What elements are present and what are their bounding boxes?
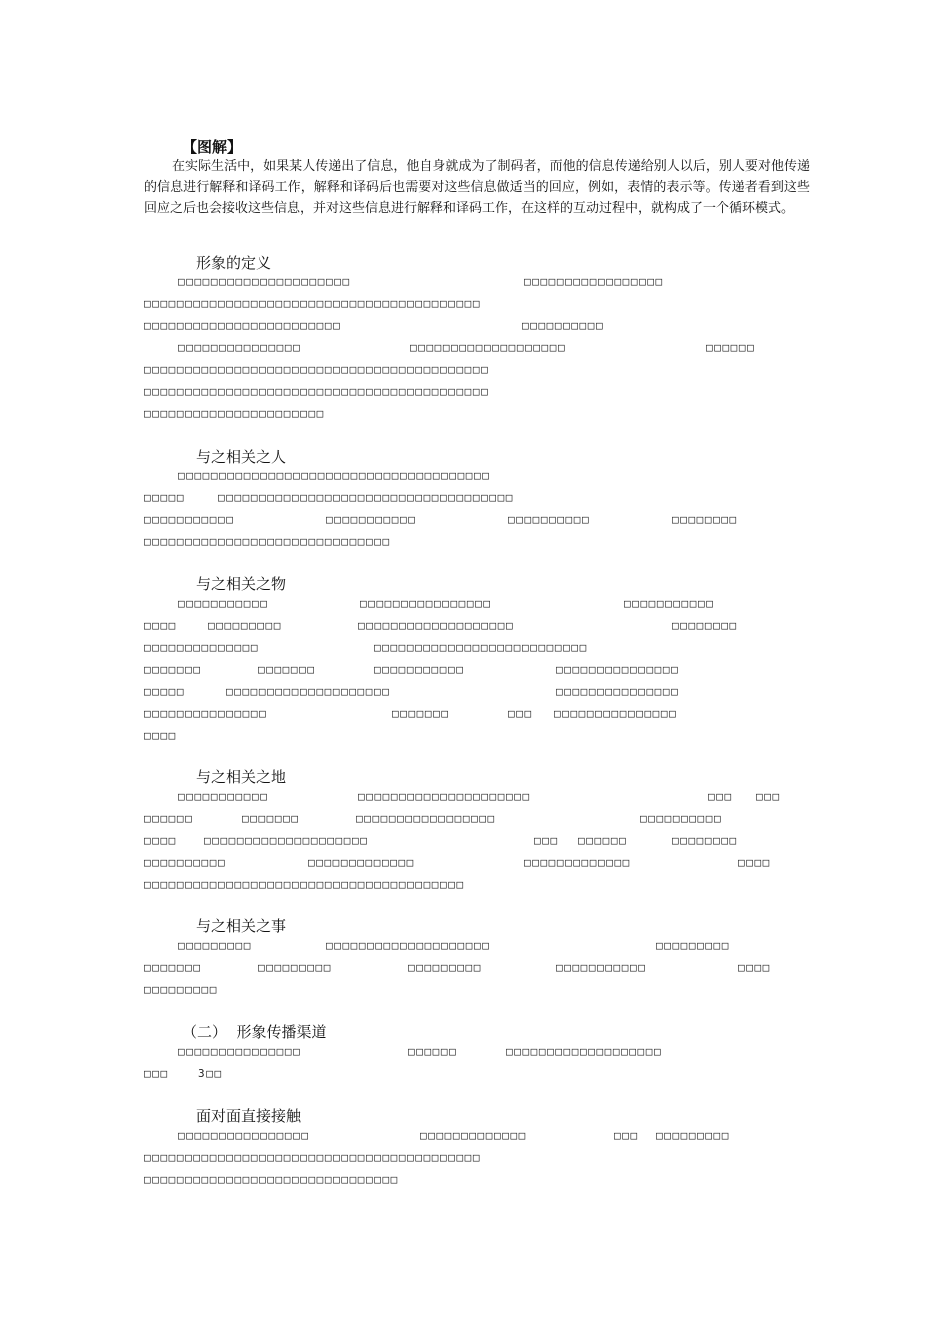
garbled-text-line: □□□□□□□□□□□□□ <box>420 1129 527 1142</box>
garbled-text-line: □□□□□□□□□ <box>258 961 333 974</box>
garbled-text-line: □□□□□□□ <box>258 663 316 676</box>
heading-related-things: 与之相关之物 <box>196 575 287 593</box>
garbled-text-line: □□□□ <box>738 856 771 869</box>
garbled-text-line: □□□□□□□ <box>392 707 450 720</box>
garbled-text-line: □□□□□ <box>144 685 186 698</box>
garbled-text-line: □□□□□□□□□□□ <box>624 597 715 610</box>
garbled-text-line: □□□□□□□□□□□ <box>178 790 269 803</box>
garbled-text-line: □□□□□□□□□□□□□□□ <box>144 707 268 720</box>
garbled-text-line: □□□□□□□□□ <box>656 1129 731 1142</box>
garbled-text-line: □□□□□□□ <box>242 812 300 825</box>
garbled-text-line: □□□□□□□□□□□□□□□□□□□□□□ <box>144 407 325 420</box>
garbled-text-line: □□□□□□□□□□ <box>640 812 723 825</box>
garbled-text-line: □□□□□□□□□□□□□□□□□□□□□□□□□□□□□□ <box>144 535 391 548</box>
garbled-text-line: □□□□□□□□□□□□□□□□□□□□□ <box>178 275 351 288</box>
heading-related-events: 与之相关之事 <box>196 917 287 935</box>
tujie-title: 【图解】 <box>182 138 243 156</box>
heading-related-people: 与之相关之人 <box>196 448 287 466</box>
garbled-text-line: □□□□□□□□□□□□□□□□□□□□□□□□□□□□□□□□□□□□ <box>218 491 515 504</box>
garbled-text-line: □□□□□□□□□□□□□□□□□□□□□ <box>358 790 531 803</box>
garbled-text-line: □□□□□□□□□□□□□□□□□ <box>524 275 664 288</box>
garbled-text-line: □□□□□□□□ <box>672 834 738 847</box>
garbled-text-line: □□□ <box>708 790 733 803</box>
garbled-text-line: □□□□□□□□□□ <box>508 513 591 526</box>
garbled-text-line: □□□□□□□□□ <box>178 939 253 952</box>
garbled-text-line: □□□ <box>508 707 533 720</box>
garbled-text-line: □□□□□□□□□□□ <box>144 513 235 526</box>
garbled-text-line: □□□□□□□□□□□□□□□ <box>178 1045 302 1058</box>
garbled-text-line: □□□□□□□□□□□ <box>556 961 647 974</box>
garbled-text-line: □□□□□□□□□□□□□□□ <box>556 685 680 698</box>
garbled-text-line: □□□□□□□□□□□□□□□ <box>178 341 302 354</box>
garbled-text-line: □□□□□□□□□□□□□ <box>308 856 415 869</box>
garbled-text-line: □□□□□□□ <box>144 961 202 974</box>
garbled-text-line: □□□ <box>756 790 781 803</box>
garbled-text-line: □□□□□□□□□□□□□□□□ <box>360 597 492 610</box>
garbled-text-line: □□□□□□□□□□□□□□□□□□□□□□□□□□□□□□□□□□□□□□□ <box>144 878 465 891</box>
garbled-text-line: □□□□□□□□□□□□□□□□□□□□□□□□□□□□□□□ <box>144 1173 399 1186</box>
garbled-text-line: □□□□ <box>144 729 177 742</box>
tujie-paragraph <box>144 156 810 219</box>
garbled-text-line: □□□□□□ <box>408 1045 458 1058</box>
garbled-text-line: □□□□□□□□□□□ <box>326 513 417 526</box>
garbled-text-line: □□□□□□□□□□□□□□□□□□□□ <box>326 939 491 952</box>
heading-image-definition: 形象的定义 <box>196 254 272 272</box>
garbled-text-line: □□□□□□□□□□□□□□□ <box>554 707 678 720</box>
garbled-text-line: □□□ <box>144 1067 169 1080</box>
garbled-text-line: 3□□ <box>198 1067 223 1080</box>
garbled-text-line: □□□□□□□□□□□□□□□□□□□□□□□□□□□□□□□□□□□□□□□□□□ <box>144 363 490 376</box>
garbled-text-line: □□□ <box>534 834 559 847</box>
garbled-text-line: □□□□□□□□□□□□□□□□□□□ <box>410 341 567 354</box>
garbled-text-line: □□□□□□□□□□□□□□□ <box>556 663 680 676</box>
garbled-text-line: □□□□□□□□□□□□□□□□□□□□□□□□□□□□□□□□□□□□□□ <box>178 469 491 482</box>
garbled-text-line: □□□□□□□□ <box>672 513 738 526</box>
garbled-text-line: □□□□□□□□□□□□□□ <box>144 641 260 654</box>
garbled-text-line: □□□□□□□□□□□□□□□□□□□ <box>358 619 515 632</box>
heading-related-places: 与之相关之地 <box>196 768 287 786</box>
tujie-body: 在实际生活中，如果某人传递出了信息，他自身就成为了制码者，而他的信息传递给别人以后，别人要对他传递的信息进行解释和译码工作，解释和译码后也需要对这些信息做适当的回应，例如，表情的表示等。传递者看到这些回应之后也会接收这些信息，并对这些信息进行解释和译码工作，在这样的互动过程中，就构成了一个循环模式。 <box>144 159 810 216</box>
garbled-text-line: □□□□□□□□□□□□□□□□□ <box>356 812 496 825</box>
channel-count: 3 <box>198 1067 207 1080</box>
garbled-text-line: □□□□□□□□□□□□□□□□□□□□□□□□□□□□□□□□□□□□□□□□□ <box>144 297 482 310</box>
garbled-text-line: □□□□□□□□□□□□□ <box>524 856 631 869</box>
garbled-text-line: □□□□ <box>738 961 771 974</box>
garbled-text-line: □□□□□□□□□ <box>144 983 219 996</box>
garbled-text-line: □□□□□□□□□□□□□□□□□□□□ <box>204 834 369 847</box>
heading-face-to-face: 面对面直接接触 <box>196 1107 302 1125</box>
garbled-text-line: □□□□□□ <box>144 812 194 825</box>
garbled-text-line: □□□□□□□□□□ <box>522 319 605 332</box>
garbled-text-line: □□□□ <box>144 834 177 847</box>
garbled-text-line: □□□□□□□□ <box>672 619 738 632</box>
garbled-text-line: □□□□□□□□□□□□□□□□□□□ <box>506 1045 663 1058</box>
garbled-text-line: □□□ <box>614 1129 639 1142</box>
garbled-text-line: □□□□□□□□□ <box>208 619 283 632</box>
garbled-text-line: □□□□ <box>144 619 177 632</box>
garbled-text-line: □□□□□□□□□□□□□□□□ <box>178 1129 310 1142</box>
garbled-text-line: □□□□□□ <box>706 341 756 354</box>
garbled-text-line: □□□□□□□□□ <box>656 939 731 952</box>
garbled-text-line: □□□□□□□□□ <box>408 961 483 974</box>
garbled-text-line: □□□□□□□ <box>144 663 202 676</box>
garbled-text-line: □□□□□□ <box>578 834 628 847</box>
garbled-text-line: □□□□□□□□□□□□□□□□□□□□□□□□□□□□□□□□□□□□□□□□□ <box>144 1151 482 1164</box>
garbled-text-line: □□□□□□□□□□□ <box>178 597 269 610</box>
garbled-text-line: □□□□□ <box>144 491 186 504</box>
garbled-text-line: □□□□□□□□□□□□□□□□□□□□□□□□□□□□□□□□□□□□□□□□□□ <box>144 385 490 398</box>
garbled-text-line: □□□□□□□□□□□□□□□□□□□□□□□□ <box>144 319 342 332</box>
heading-image-channels: （二） 形象传播渠道 <box>182 1023 327 1041</box>
garbled-text-line: □□□□□□□□□□□□□□□□□□□□ <box>226 685 391 698</box>
garbled-text-line: □□□□□□□□□□□ <box>374 663 465 676</box>
garbled-text-line: □□□□□□□□□□ <box>144 856 227 869</box>
garbled-text-line: □□□□□□□□□□□□□□□□□□□□□□□□□□ <box>374 641 588 654</box>
